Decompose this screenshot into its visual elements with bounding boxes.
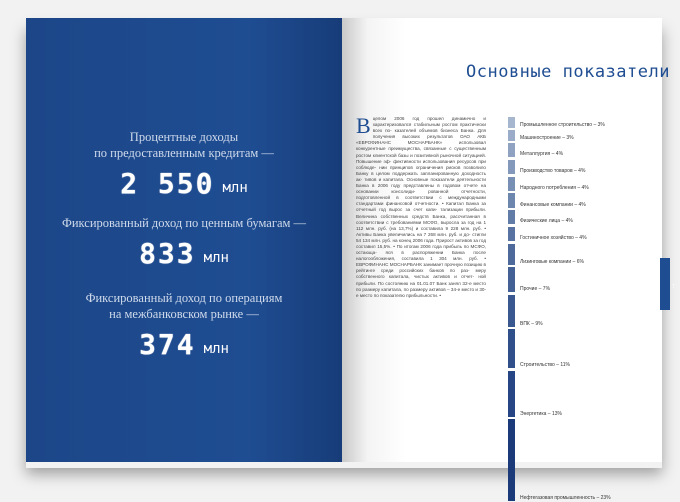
- page-title: Основные показатели: [466, 62, 670, 82]
- sector-bar-label: Народного потребления – 4%: [520, 184, 589, 191]
- sector-bar: [508, 371, 515, 417]
- sector-bar-row: [508, 267, 658, 292]
- sector-bar-label: Прочие – 7%: [520, 286, 551, 293]
- sector-bar: [508, 210, 515, 224]
- stat-unit: млн: [203, 250, 229, 266]
- sector-bar-row: [508, 177, 658, 191]
- sector-bar-row: [508, 244, 658, 265]
- sector-bar: [508, 419, 515, 501]
- page-number: 7: [672, 284, 675, 290]
- sector-bar-label: ВПК – 9%: [520, 320, 543, 327]
- sector-bar: [508, 177, 515, 191]
- sector-bar-row: [508, 117, 658, 128]
- sector-bar: [508, 160, 515, 174]
- sector-bar: [508, 295, 515, 327]
- sector-bar-row: [508, 143, 658, 157]
- sector-bar: [508, 329, 515, 368]
- sector-bar: [508, 267, 515, 292]
- sector-bar-label: Финансовые компании – 4%: [520, 201, 586, 208]
- stat-label: на межбанковском рынке —: [109, 307, 259, 321]
- stat-securities-income: [26, 215, 342, 270]
- sector-bar-row: [508, 210, 658, 224]
- sector-bar-row: [508, 419, 658, 501]
- sector-bar-label: Производство товаров – 4%: [520, 168, 586, 175]
- sector-bar-label: Лизинговые компании – 6%: [520, 258, 584, 265]
- stat-interest-income: [26, 129, 342, 200]
- stat-interbank-income: [26, 290, 342, 361]
- page-tab: [660, 258, 670, 310]
- sector-bar: [508, 130, 515, 141]
- stat-value: 2 550: [120, 167, 215, 200]
- sector-bar-label: Металлургия – 4%: [520, 151, 564, 158]
- sector-bar-label: Нефтегазовая промышленность – 23%: [520, 494, 611, 501]
- sector-bar-label: Машиностроение – 3%: [520, 134, 574, 141]
- body-paragraph: целом 2006 год прошел динамично и характеризовался стабильным ростом практически всех по- казателей объемов бизнеса Банка. Для получения высоких результатов ОАО АКБ «ЕВРОФИНАНС МОСНАРБАНК» использовал конкурентные преимущества, связанные с существенным ростом клиентской базы и позитивной рыночной ситуацией. Повышение эф- фективности использования ресурсов при соблюде- нии принципов ограничения рисков позволило Банку в целом поддержать запланированную доходность ак- тивов и капитала. Основные показатели деятельности Банка в 2006 году представлены в годовом отчете на основании консолиди- рованной отчетности, подготовленной в соответствии с международными стандартами финансовой отчетности. • Капитал Банка за отчетный год вырос за счет капи- тализации прибыли. Величина собственных средств Банка, рассчитанная в соответствии с требованиями МСФО, выросла за год на 1 112 млн. руб. (на 13,7%) и составила 9 228 млн. руб. • Активы Банка увеличились на 7 268 млн. руб. и до- стигли 54 134 млн. руб. на конец 2006 года. Прирост активов за год составил 15,5%. • По итогам 2006 года прибыль по МСФО, остающа- яся в распоряжении Банка после налогообложения, составила 1 304 млн. руб. • ЕВРОФИНАНС МОСНАРБАНК занимает прочную позицию в рейтинге среди российских банков по раз- меру собственного капитала, чистых активов и отчет- ной прибыли. По состоянию на 01.01.07 Банк занял 32-е место по размеру капитала, по размеру активов – 34-е место и 30-е место по показателю прибыльности. •: [356, 116, 486, 298]
- drop-cap: В: [356, 116, 371, 138]
- sector-bar-row: [508, 371, 658, 417]
- sector-bar-row: [508, 295, 658, 327]
- sector-bar-row: [508, 130, 658, 141]
- sector-bar: [508, 227, 515, 241]
- sector-bar-label: Гостиничное хозяйство – 4%: [520, 234, 587, 241]
- stat-label: Фиксированный доход по ценным бумагам —: [61, 216, 307, 230]
- stat-label: Процентные доходы: [129, 130, 239, 144]
- stat-label: Фиксированный доход по операциям: [85, 291, 283, 305]
- sector-bar: [508, 244, 515, 265]
- sector-bar-row: [508, 329, 658, 368]
- sector-bar-label: Энергетика – 13%: [520, 410, 562, 417]
- sector-bar-label: Промышленное строительство – 3%: [520, 121, 605, 128]
- sector-bar: [508, 143, 515, 157]
- sector-bar: [508, 193, 515, 207]
- sector-bar-row: [508, 160, 658, 174]
- sector-bar-label: Физические лица – 4%: [520, 218, 573, 225]
- sector-bar-row: [508, 193, 658, 207]
- sector-bar: [508, 117, 515, 128]
- sector-bar-label: Строительство – 11%: [520, 362, 570, 369]
- stat-label: по предоставленным кредитам —: [94, 146, 274, 160]
- stat-unit: млн: [222, 180, 248, 196]
- stat-value: 833: [139, 237, 196, 270]
- sector-bar-row: [508, 227, 658, 241]
- stat-value: 374: [139, 328, 196, 361]
- stat-unit: млн: [203, 341, 229, 357]
- body-text: [356, 116, 486, 416]
